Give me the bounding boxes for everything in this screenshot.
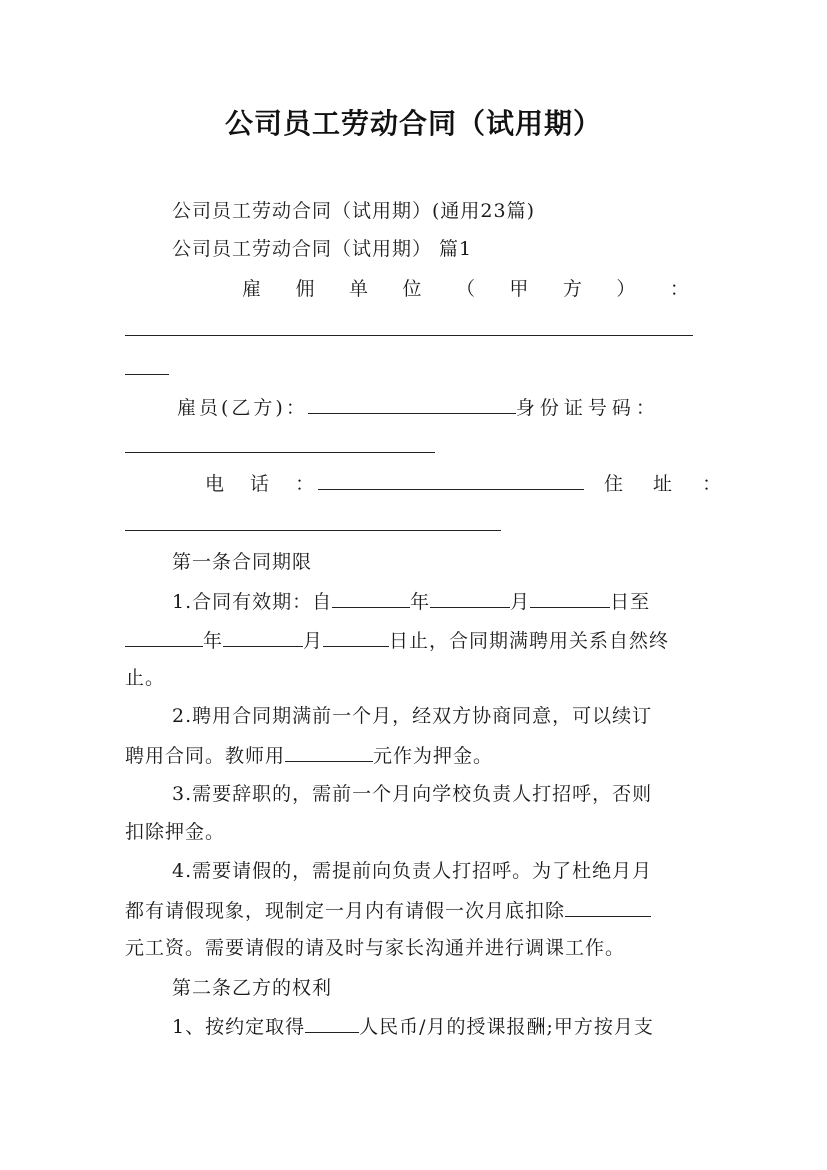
section1-item2-line1: 2.聘用合同期满前一个月，经双方协商同意，可以续订	[172, 705, 653, 727]
party-b-line	[177, 395, 697, 420]
end-day-blank	[323, 628, 389, 647]
section1-item4-line3: 元工资。需要请假的请及时与家长沟通并进行调课工作。	[125, 937, 626, 959]
party-b-name-blank	[308, 395, 516, 414]
party-a-blank	[125, 335, 693, 336]
start-month-blank	[430, 589, 510, 608]
start-day-blank	[530, 589, 610, 608]
deposit-blank	[285, 743, 373, 762]
end-year-blank	[125, 628, 203, 647]
address-blank	[125, 530, 501, 531]
item2-b: 元作为押金。	[373, 745, 494, 767]
party-b-id-label: 身份证号码：	[515, 397, 660, 419]
item2-a: 聘用合同。教师用	[125, 745, 286, 767]
start-year-blank	[332, 589, 410, 608]
item1-day-to: 日至	[610, 591, 651, 613]
party-a-char: （	[455, 278, 476, 300]
section2-item1-a: 1、按约定取得	[172, 1016, 306, 1038]
document-subtitle: 公司员工劳动合同（试用期）(通用23篇)	[172, 200, 536, 222]
item1-prefix: 1.合同有效期：自	[172, 591, 333, 613]
phone-label: 电 话 ：	[205, 473, 325, 495]
address-label: 住 址 ：	[604, 473, 734, 495]
section1-item3-line1: 3.需要辞职的，需前一个月向学校负责人打招呼，否则	[172, 783, 653, 805]
item1-month: 月	[510, 591, 531, 613]
section1-item1-cont: 止。	[125, 667, 166, 689]
section1-item2-line2	[125, 743, 703, 768]
party-b-label: 雇员(乙方)：	[177, 397, 308, 419]
section1-item1-line1	[172, 589, 712, 614]
article-heading: 公司员工劳动合同（试用期） 篇1	[172, 238, 473, 260]
item1-year2: 年	[203, 630, 224, 652]
party-a-char: 佣	[295, 278, 316, 300]
item4-line2-text: 都有请假现象，现制定一月内有请假一次月底扣除	[125, 900, 566, 922]
party-a-char: 甲	[509, 278, 530, 300]
party-a-char: ：	[669, 278, 690, 300]
party-a-label	[242, 277, 690, 301]
salary-blank	[305, 1014, 359, 1033]
section1-item4-line2	[125, 898, 715, 923]
section2-heading: 第二条乙方的权利	[172, 977, 333, 999]
address-label-wrap	[604, 472, 734, 496]
party-a-char: ）	[616, 278, 637, 300]
deduction-blank	[565, 898, 651, 917]
item1-year: 年	[410, 591, 431, 613]
item1-end: 日止，合同期满聘用关系自然终	[389, 630, 670, 652]
party-a-char: 单	[348, 278, 369, 300]
party-b-id-blank	[125, 452, 435, 453]
section1-heading: 第一条合同期限	[172, 551, 313, 573]
party-a-blank-cont	[125, 374, 169, 375]
party-a-char: 位	[402, 278, 423, 300]
section1-item4-line1: 4.需要请假的，需提前向负责人打招呼。为了杜绝月月	[172, 860, 653, 882]
party-a-char: 雇	[242, 278, 263, 300]
document-title: 公司员工劳动合同（试用期）	[224, 107, 602, 140]
party-a-char: 方	[562, 278, 583, 300]
section2-item1-b: 人民币/月的授课报酬;甲方按月支	[359, 1016, 654, 1038]
phone-blank	[318, 489, 584, 490]
section1-item3-line2: 扣除押金。	[125, 821, 226, 843]
section2-item1	[172, 1014, 712, 1039]
end-month-blank	[223, 628, 303, 647]
section1-item1-line2	[125, 628, 715, 653]
item1-month2: 月	[303, 630, 324, 652]
